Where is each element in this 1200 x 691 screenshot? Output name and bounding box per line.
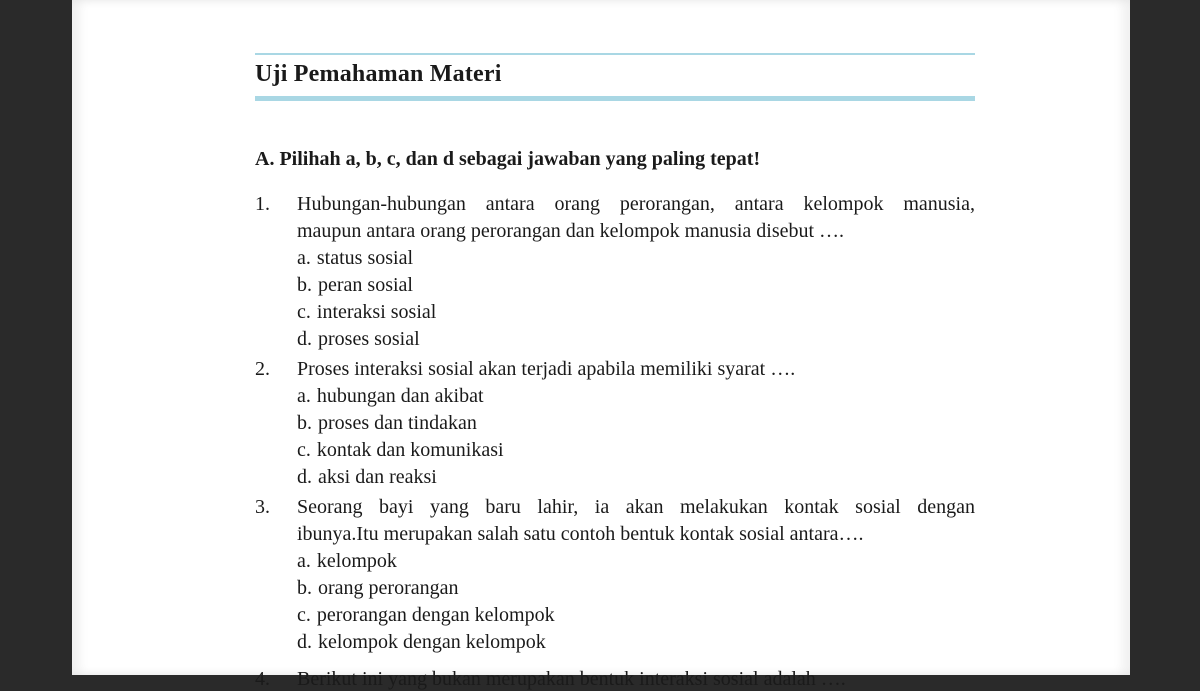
option-text: kontak dan komunikasi — [316, 439, 504, 461]
option-letter: c. — [297, 439, 311, 461]
option-letter: a. — [297, 385, 311, 407]
option-text: peran sosial — [318, 274, 413, 296]
option-item — [297, 602, 975, 629]
option-letter: b. — [297, 577, 312, 599]
option-item — [297, 575, 975, 602]
option-letter: a. — [297, 247, 311, 269]
option-letter: d. — [297, 631, 312, 653]
question-text: Berikut ini yang bukan merupakan bentuk interaksi sosial adalah …. — [297, 668, 846, 690]
option-item — [297, 383, 975, 410]
question-line: maupun antara orang perorangan dan kelompok manusia disebut …. — [297, 220, 845, 242]
option-item — [297, 299, 975, 326]
option-list — [297, 548, 975, 656]
option-item — [297, 410, 975, 437]
option-item — [297, 272, 975, 299]
option-text: proses sosial — [318, 328, 420, 350]
option-text: orang perorangan — [318, 577, 459, 599]
option-item — [297, 326, 975, 353]
option-text: interaksi sosial — [316, 301, 437, 323]
option-text: kelompok — [316, 550, 397, 572]
option-item — [297, 245, 975, 272]
question-line: Proses interaksi sosial akan terjadi apabila memiliki syarat …. — [297, 358, 796, 380]
question-item — [255, 191, 975, 353]
question-number: 4. — [255, 668, 270, 690]
cutoff-question-line — [255, 668, 975, 690]
option-text: status sosial — [316, 247, 414, 269]
instruction-heading: A. Pilihah a, b, c, dan d sebagai jawaban yang paling tepat! — [255, 148, 761, 170]
question-text — [297, 356, 975, 383]
question-text — [297, 191, 975, 245]
question-line: ibunya.Itu merupakan salah satu contoh bentuk kontak sosial antara…. — [297, 523, 864, 545]
option-item — [297, 437, 975, 464]
option-letter: c. — [297, 604, 311, 626]
option-letter: c. — [297, 301, 311, 323]
title-top-rule — [255, 53, 975, 55]
option-text: proses dan tindakan — [318, 412, 477, 434]
title-bottom-rule — [255, 96, 975, 101]
question-list — [255, 191, 975, 659]
section-title: Uji Pemahaman Materi — [255, 61, 502, 87]
option-item — [297, 548, 975, 575]
option-letter: a. — [297, 550, 311, 572]
question-number: 1. — [255, 193, 270, 215]
question-line: Seorang bayi yang baru lahir, ia akan melakukan kontak sosial dengan — [297, 496, 975, 518]
option-list — [297, 245, 975, 353]
option-letter: b. — [297, 412, 312, 434]
option-item — [297, 629, 975, 656]
question-number: 2. — [255, 358, 270, 380]
option-letter: d. — [297, 466, 312, 488]
question-number: 3. — [255, 496, 270, 518]
question-item — [255, 494, 975, 656]
book-page — [72, 0, 1130, 690]
option-item — [297, 464, 975, 491]
question-line: Hubungan-hubungan antara orang perorangan, antara kelompok manusia, — [297, 193, 975, 215]
option-text: aksi dan reaksi — [318, 466, 437, 488]
option-list — [297, 383, 975, 491]
question-text — [297, 494, 975, 548]
option-text: hubungan dan akibat — [316, 385, 484, 407]
option-letter: b. — [297, 274, 312, 296]
option-letter: d. — [297, 328, 312, 350]
option-text: perorangan dengan kelompok — [316, 604, 555, 626]
question-item — [255, 356, 975, 491]
option-text: kelompok dengan kelompok — [318, 631, 546, 653]
